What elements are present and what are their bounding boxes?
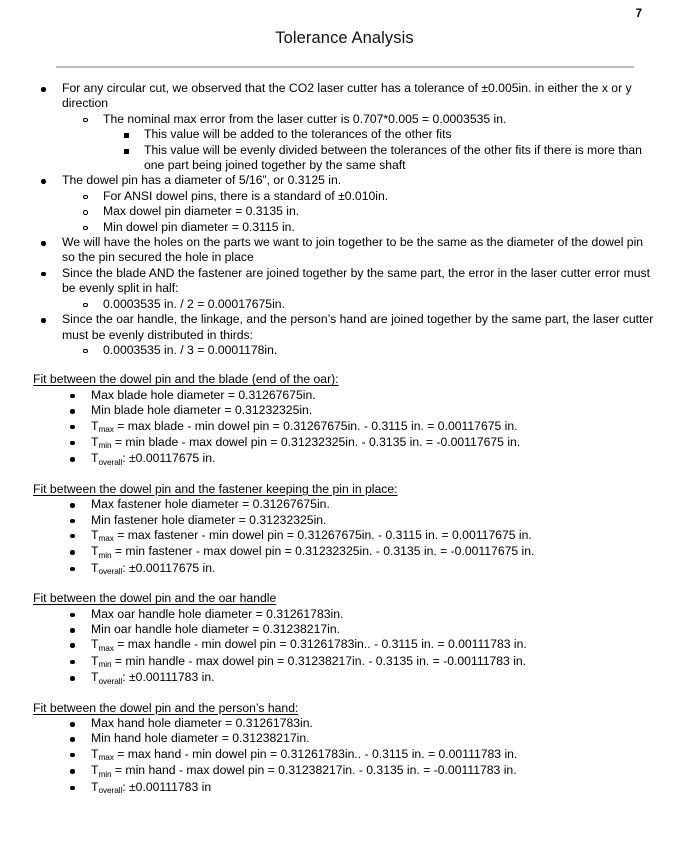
tolerance-subscript: overall xyxy=(98,785,123,796)
tolerance-expression: : ±0.00111783 in xyxy=(122,779,212,794)
disc-bullet-icon xyxy=(70,676,75,681)
disc-bullet-icon xyxy=(70,722,75,727)
tolerance-symbol: T xyxy=(91,451,99,466)
list-item-label: Since the oar handle, the linkage, and the person’s hand are joined together by the same part, the laser cutter must be evenly distributed in thirds: xyxy=(62,312,654,342)
list-item xyxy=(33,235,659,266)
list-item xyxy=(62,544,659,560)
list-item xyxy=(62,528,659,544)
list-item-label xyxy=(91,780,659,796)
section-heading: Fit between the dowel pin and the oar handle xyxy=(33,591,277,606)
list-item-label: 0.0003535 in. / 3 = 0.0001178in. xyxy=(103,342,278,357)
tolerance-subscript: overall xyxy=(98,675,123,686)
tolerance-expression: = min hand - max dowel pin = 0.31238217in. - 0.3135 in. = -0.00111783 in. xyxy=(111,763,517,778)
tolerance-expression: = max fastener - min dowel pin = 0.31267675in. - 0.3115 in. = 0.00117675 in. xyxy=(113,527,532,542)
section-heading: Fit between the dowel pin and the fastener keeping the pin in place: xyxy=(33,481,398,496)
page-title: Tolerance Analysis xyxy=(275,29,414,47)
disc-bullet-icon xyxy=(70,643,75,648)
list-item xyxy=(62,763,659,779)
list-item xyxy=(62,435,659,451)
list-item xyxy=(62,388,659,403)
list-item-label xyxy=(91,763,659,779)
list-item-label: Max dowel pin diameter = 0.3135 in. xyxy=(103,204,300,219)
list-item-label: For ANSI dowel pins, there is a standard of ±0.010in. xyxy=(103,188,389,203)
disc-bullet-icon xyxy=(70,519,75,524)
circle-bullet-icon xyxy=(83,210,88,215)
disc-bullet-icon xyxy=(41,318,46,323)
section-bullet-list xyxy=(33,607,659,687)
circle-bullet-icon xyxy=(83,118,88,123)
list-item-label: We will have the holes on the parts we want to join together to be the same as the diameter of the dowel pin so the pin secured the hole in place xyxy=(62,235,644,265)
list-item-label: This value will be evenly divided between the tolerances of the other fits if there is more than one part being joined together by the same shaft xyxy=(144,142,642,173)
tolerance-expression: = max hand - min dowel pin = 0.31261783in.. - 0.3115 in. = 0.00111783 in. xyxy=(113,746,518,761)
list-item-label: Min dowel pin diameter = 0.3115 in. xyxy=(103,219,295,234)
disc-bullet-icon xyxy=(70,441,75,446)
list-item-label: Min oar handle hole diameter = 0.31238217in. xyxy=(91,622,341,636)
disc-bullet-icon xyxy=(70,457,75,462)
disc-bullet-icon xyxy=(41,272,46,277)
list-item-label xyxy=(91,637,659,653)
tolerance-subscript: min xyxy=(98,549,112,560)
list-item xyxy=(74,204,659,219)
tolerance-expression: = min fastener - max dowel pin = 0.31232325in. - 0.3135 in. = -0.00117675 in. xyxy=(111,544,535,559)
list-item xyxy=(62,497,659,512)
fit-section xyxy=(33,701,659,796)
list-item xyxy=(62,622,659,637)
tolerance-subscript: max xyxy=(98,642,114,653)
list-item xyxy=(33,173,659,188)
list-item xyxy=(74,297,659,312)
list-item-label xyxy=(91,747,659,763)
list-item xyxy=(33,266,659,297)
circle-bullet-icon xyxy=(83,195,88,200)
list-item xyxy=(62,637,659,653)
list-item-label: Max fastener hole diameter = 0.31267675in. xyxy=(91,497,330,512)
tolerance-symbol: T xyxy=(91,746,99,761)
list-item xyxy=(62,670,659,686)
list-item-label: The nominal max error from the laser cutter is 0.707*0.005 = 0.0003535 in. xyxy=(103,111,507,126)
disc-bullet-icon xyxy=(41,241,46,246)
section-bullet-list xyxy=(33,497,659,577)
list-item xyxy=(74,343,659,358)
list-item-label: Max oar handle hole diameter = 0.31261783in. xyxy=(91,606,344,621)
tolerance-symbol: T xyxy=(91,544,99,559)
document-content xyxy=(0,68,689,796)
list-item-label xyxy=(91,435,659,451)
list-item xyxy=(62,451,659,467)
list-item-label: The dowel pin has a diameter of 5/16”, or 0.3125 in. xyxy=(62,173,342,188)
tolerance-subscript: overall xyxy=(98,566,123,577)
disc-bullet-icon xyxy=(70,550,75,555)
tolerance-symbol: T xyxy=(91,560,99,575)
list-item xyxy=(62,747,659,763)
list-item xyxy=(74,189,659,204)
list-item xyxy=(62,780,659,796)
disc-bullet-icon xyxy=(70,660,75,665)
disc-bullet-icon xyxy=(41,179,46,184)
circle-bullet-icon xyxy=(83,303,88,308)
fit-section xyxy=(33,372,659,467)
square-bullet-icon xyxy=(124,133,129,138)
tolerance-subscript: min xyxy=(98,440,112,451)
tolerance-symbol: T xyxy=(91,763,99,778)
list-item-label xyxy=(91,654,659,670)
disc-bullet-icon xyxy=(70,613,75,618)
list-item-label: Max hand hole diameter = 0.31261783in. xyxy=(91,716,313,731)
list-item xyxy=(115,127,659,142)
tolerance-expression: : ±0.00117675 in. xyxy=(122,560,216,575)
disc-bullet-icon xyxy=(70,737,75,742)
tolerance-subscript: min xyxy=(98,659,112,670)
section-heading: Fit between the dowel pin and the blade (end of the oar): xyxy=(33,372,339,387)
list-item-label xyxy=(91,419,659,435)
list-item xyxy=(115,143,659,174)
list-item xyxy=(62,561,659,577)
circle-bullet-icon xyxy=(83,226,88,231)
list-item xyxy=(62,513,659,528)
list-item-label: For any circular cut, we observed that the CO2 laser cutter has a tolerance of ±0.005in. in either the x or y direction xyxy=(62,81,632,111)
fit-section xyxy=(33,482,659,577)
list-item xyxy=(62,403,659,418)
square-bullet-icon xyxy=(124,149,129,154)
disc-bullet-icon xyxy=(70,534,75,539)
tolerance-symbol: T xyxy=(91,779,99,794)
disc-bullet-icon xyxy=(41,87,46,92)
fit-sections xyxy=(33,372,659,796)
intro-bullet-list xyxy=(33,81,659,358)
tolerance-expression: : ±0.00111783 in. xyxy=(122,670,215,685)
tolerance-expression: = min blade - max dowel pin = 0.31232325in. - 0.3135 in. = -0.00117675 in. xyxy=(111,434,521,449)
tolerance-symbol: T xyxy=(91,418,99,433)
list-item xyxy=(74,220,659,235)
list-item xyxy=(62,716,659,731)
disc-bullet-icon xyxy=(70,409,75,414)
disc-bullet-icon xyxy=(70,628,75,633)
tolerance-subscript: max xyxy=(98,752,114,763)
list-item xyxy=(62,654,659,670)
list-item xyxy=(62,419,659,435)
tolerance-subscript: max xyxy=(98,533,114,544)
tolerance-symbol: T xyxy=(91,670,99,685)
list-item-label: Max blade hole diameter = 0.31267675in. xyxy=(91,387,316,402)
disc-bullet-icon xyxy=(70,503,75,508)
list-item xyxy=(33,312,659,343)
tolerance-expression: = max blade - min dowel pin = 0.31267675in. - 0.3115 in. = 0.00117675 in. xyxy=(113,418,518,433)
tolerance-expression: = max handle - min dowel pin = 0.31261783in.. - 0.3115 in. = 0.00111783 in. xyxy=(113,637,527,652)
list-item-label: Min blade hole diameter = 0.31232325in. xyxy=(91,403,313,418)
list-item xyxy=(62,731,659,746)
list-item xyxy=(62,607,659,622)
tolerance-symbol: T xyxy=(91,637,99,652)
tolerance-subscript: max xyxy=(98,423,114,434)
section-heading: Fit between the dowel pin and the person’s hand: xyxy=(33,700,299,715)
tolerance-symbol: T xyxy=(91,653,99,668)
list-item xyxy=(33,81,659,112)
list-item-label xyxy=(91,528,659,544)
list-item-label xyxy=(91,451,659,467)
list-item xyxy=(74,112,659,127)
tolerance-subscript: min xyxy=(98,768,112,779)
list-item-label: Min hand hole diameter = 0.31238217in. xyxy=(91,731,310,746)
list-item-label xyxy=(91,544,659,560)
tolerance-expression: : ±0.00117675 in. xyxy=(122,451,216,466)
disc-bullet-icon xyxy=(70,425,75,430)
list-item-label xyxy=(91,670,659,686)
disc-bullet-icon xyxy=(70,567,75,572)
disc-bullet-icon xyxy=(70,786,75,791)
section-bullet-list xyxy=(33,388,659,468)
fit-section xyxy=(33,591,659,686)
list-item-label: Min fastener hole diameter = 0.31232325in. xyxy=(91,512,327,527)
disc-bullet-icon xyxy=(70,394,75,399)
disc-bullet-icon xyxy=(70,769,75,774)
list-item-label: 0.0003535 in. / 2 = 0.00017675in. xyxy=(103,296,285,311)
tolerance-expression: = min handle - max dowel pin = 0.31238217in. - 0.3135 in. = -0.00111783 in. xyxy=(111,653,527,668)
list-item-label: Since the blade AND the fastener are joined together by the same part, the error in the laser cutter error must be evenly split in half: xyxy=(62,265,651,296)
page-number: 7 xyxy=(635,8,642,20)
tolerance-subscript: overall xyxy=(98,456,123,467)
list-item-label xyxy=(91,561,659,577)
circle-bullet-icon xyxy=(83,349,88,354)
tolerance-symbol: T xyxy=(91,434,99,449)
list-item-label: This value will be added to the tolerances of the other fits xyxy=(144,127,452,142)
tolerance-symbol: T xyxy=(91,527,99,542)
section-bullet-list xyxy=(33,716,659,796)
disc-bullet-icon xyxy=(70,753,75,758)
